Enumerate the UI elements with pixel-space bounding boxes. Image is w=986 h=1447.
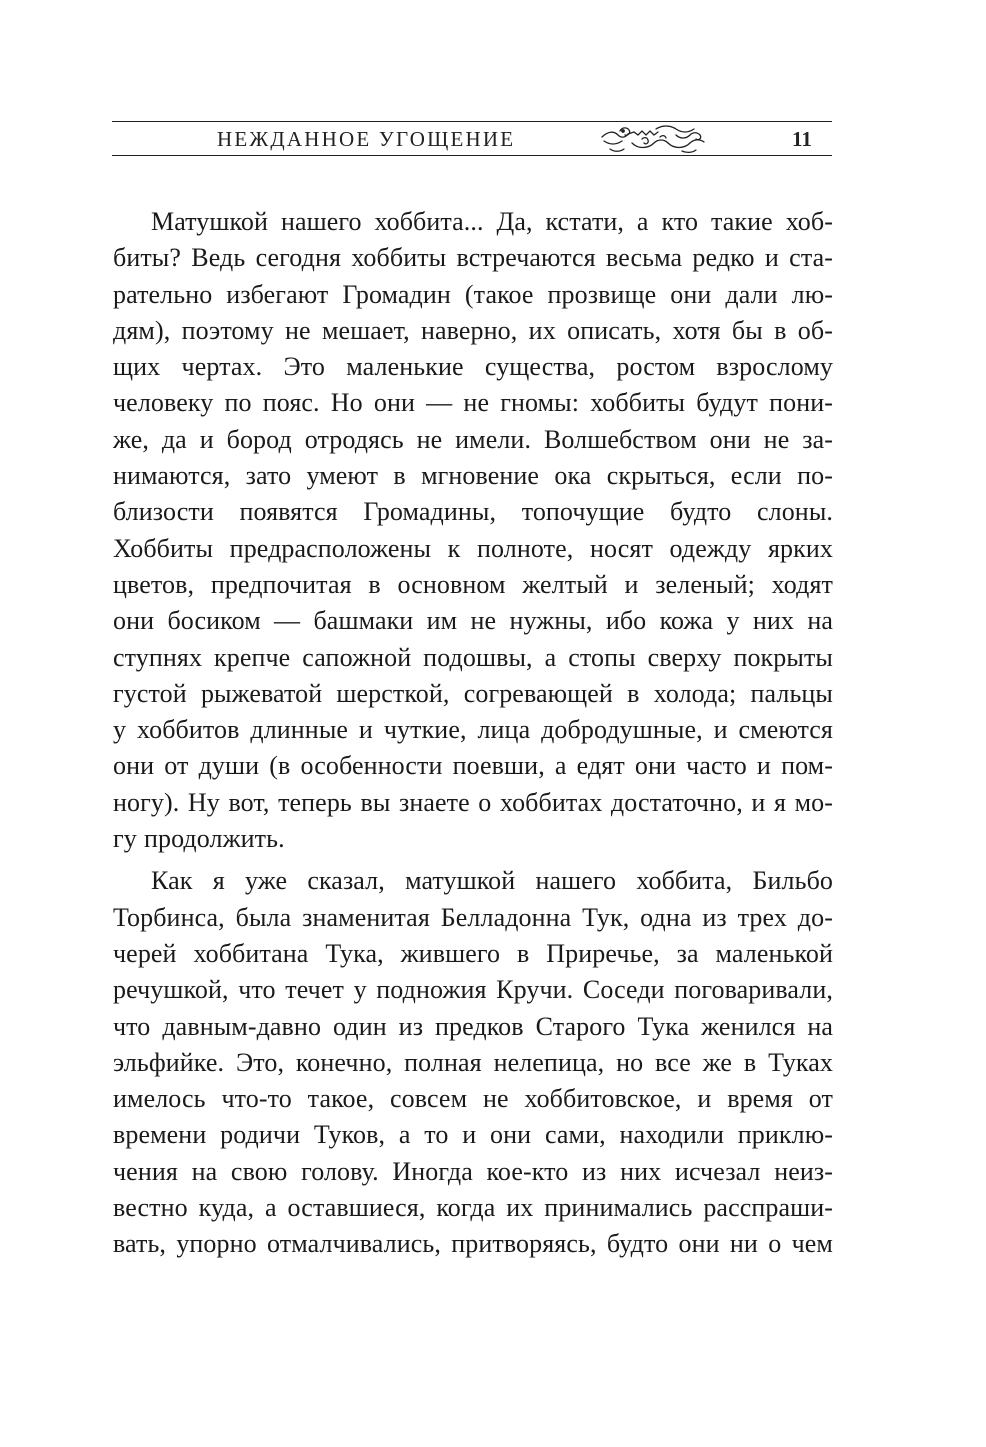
text-line: рательно избегают Громадин (такое прозвище они дали лю- bbox=[113, 279, 833, 309]
text-line: Матушкой нашего хоббита... Да, кстати, а кто такие хоб- bbox=[151, 207, 833, 236]
dragon-ornament-icon bbox=[598, 123, 708, 155]
header-rule-bottom bbox=[112, 155, 832, 156]
text-line: они босиком — башмаки им не нужны, ибо кожа у них на bbox=[113, 606, 833, 636]
text-line: же, да и бород отродясь не имели. Волшебством они не за- bbox=[113, 424, 833, 454]
text-line: они от души (в особенности поевши, а едят они часто и пом- bbox=[113, 751, 833, 781]
text-line: нимаются, зато умеют в мгновение ока скрыться, если по- bbox=[113, 461, 833, 491]
body-text bbox=[113, 204, 833, 1263]
text-line: цветов, предпочитая в основном желтый и зеленый; ходят bbox=[113, 569, 833, 599]
text-line: что давным-давно один из предков Старого Тука женился на bbox=[113, 1011, 833, 1041]
text-line: имелось что-то такое, совсем не хоббитовское, и время от bbox=[113, 1084, 833, 1114]
running-title: НЕЖДАННОЕ УГОЩЕНИЕ bbox=[217, 127, 516, 151]
text-line: близости появятся Громадины, топочущие будто слоны. bbox=[113, 497, 833, 527]
text-line: Торбинса, была знаменитая Белладонна Тук, одна из трех до- bbox=[113, 902, 833, 932]
text-line: черей хоббитана Тука, жившего в Приречье, за маленькой bbox=[113, 938, 833, 968]
text-line: Хоббиты предрасположены к полноте, носят одежду ярких bbox=[113, 533, 833, 563]
text-line: ногу). Ну вот, теперь вы знаете о хоббитах достаточно, и я мо- bbox=[113, 787, 833, 817]
text-line: густой рыжеватой шерсткой, согревающей в холода; пальцы bbox=[113, 678, 833, 708]
text-line: речушкой, что течет у подножия Кручи. Соседи поговаривали, bbox=[113, 975, 833, 1005]
text-line: у хоббитов длинные и чуткие, лица добродушные, и смеются bbox=[113, 715, 833, 745]
page-number: 11 bbox=[792, 127, 812, 151]
text-line: щих чертах. Это маленькие существа, ростом взрослому bbox=[113, 352, 833, 382]
text-line: вать, упорно отмалчивались, притворяясь, будто они ни о чем bbox=[113, 1229, 833, 1259]
text-line: Как я уже сказал, матушкой нашего хоббита, Бильбо bbox=[151, 866, 833, 896]
text-line: человеку по пояс. Но они — не гномы: хоббиты будут пони- bbox=[113, 388, 833, 418]
text-line: дям), поэтому не мешает, наверно, их описать, хотя бы в об- bbox=[113, 315, 833, 345]
text-line: чения на свою голову. Иногда кое-кто из них исчезал неиз- bbox=[113, 1156, 833, 1186]
text-line: биты? Ведь сегодня хоббиты встречаются весьма редко и ста- bbox=[113, 243, 833, 273]
text-line: вестно куда, а оставшиеся, когда их принимались расспраши- bbox=[113, 1193, 833, 1223]
text-line: ступнях крепче сапожной подошвы, а стопы сверху покрыты bbox=[113, 642, 833, 672]
text-line: времени родичи Туков, а то и они сами, находили приклю- bbox=[113, 1120, 833, 1150]
text-line: эльфийке. Это, конечно, полная нелепица, но все же в Туках bbox=[113, 1047, 833, 1077]
header-rule-top bbox=[112, 121, 832, 122]
text-line: гу продолжить. bbox=[113, 824, 285, 854]
